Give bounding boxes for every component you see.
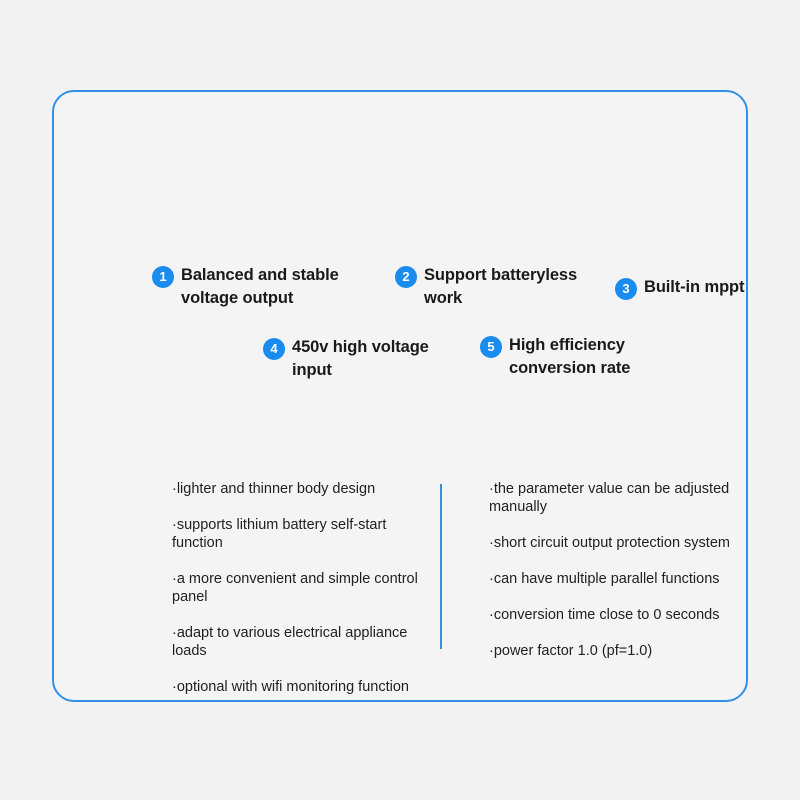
list-item: ·lighter and thinner body design (172, 481, 376, 497)
spec-columns (54, 92, 746, 700)
feature-label-2: Support batteryless work (424, 266, 578, 307)
list-item: ·can have multiple parallel functions (489, 571, 720, 587)
feature-card (52, 90, 748, 702)
spec-column-left (172, 480, 422, 714)
feature-label-1: Balanced and stable voltage output (181, 266, 339, 307)
list-item: ·adapt to various electrical appliance loads (172, 625, 408, 659)
feature-number-badge-3: 3 (615, 278, 637, 300)
column-divider (440, 484, 442, 649)
feature-label-4: 450v high voltage input (292, 338, 429, 379)
feature-number-badge-1: 1 (152, 266, 174, 288)
list-item: ·a more convenient and simple control panel (172, 571, 418, 605)
feature-label-3: Built-in mppt (644, 278, 745, 296)
list-item: ·conversion time close to 0 seconds (489, 607, 720, 623)
list-item: ·optional with wifi monitoring function (172, 679, 409, 695)
feature-label-5: High efficiency conversion rate (509, 336, 631, 377)
feature-number-badge-5: 5 (480, 336, 502, 358)
spec-column-right (489, 480, 751, 678)
list-item: ·supports lithium battery self-start function (172, 517, 387, 551)
feature-number-badge-2: 2 (395, 266, 417, 288)
list-item: ·the parameter value can be adjusted manually (489, 481, 730, 515)
feature-number-badge-4: 4 (263, 338, 285, 360)
list-item: ·short circuit output protection system (489, 535, 730, 551)
list-item: ·power factor 1.0 (pf=1.0) (489, 643, 653, 659)
